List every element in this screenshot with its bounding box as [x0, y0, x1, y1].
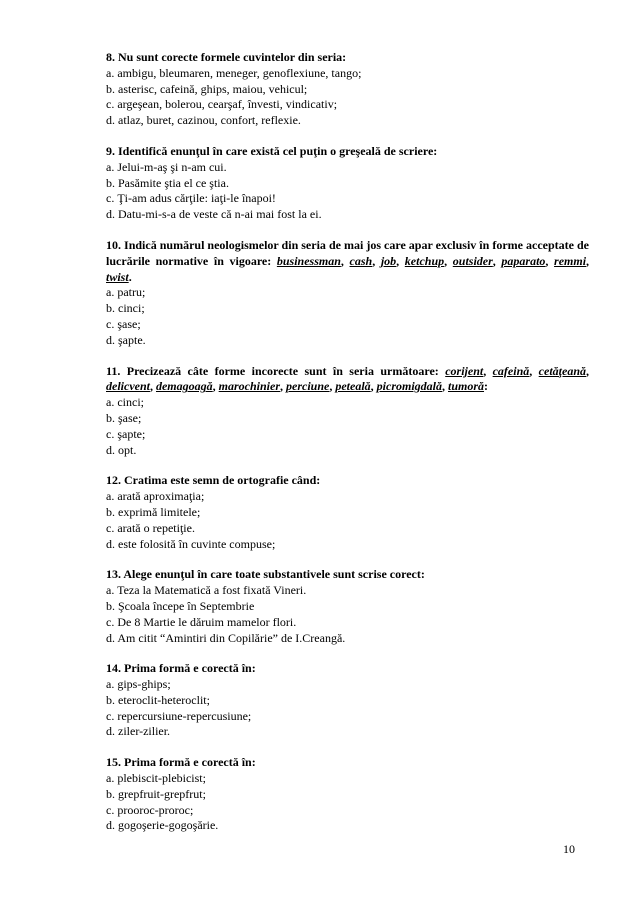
- question-10: [106, 238, 589, 349]
- page-number: 10: [563, 842, 575, 856]
- word: cafeină: [492, 363, 530, 378]
- word: ketchup: [404, 253, 445, 268]
- option-b: b. exprimă limitele;: [106, 504, 201, 519]
- option-b: b. grepfruit-grepfrut;: [106, 786, 206, 801]
- option-a: a. arată aproximaţia;: [106, 489, 205, 504]
- word: demagoagă: [155, 379, 213, 394]
- option-c: c. şase;: [106, 316, 141, 331]
- word: perciune: [286, 379, 330, 394]
- question-title-prefix: 11. Precizează câte forme incorecte sunt în seria următoare:: [106, 363, 446, 378]
- word: twist: [106, 269, 129, 284]
- word: tumoră: [448, 379, 485, 394]
- question-8: [106, 50, 589, 129]
- question-title-prefix: 10. Indică numărul neologismelor din seria de mai jos care apar exclusiv în forme acceptate de lucrările normative în vigoare:: [106, 237, 589, 268]
- option-b: b. şase;: [106, 410, 142, 425]
- word: delicvent: [106, 379, 150, 394]
- word: remmi: [554, 253, 587, 268]
- question-title: 8. Nu sunt corecte formele cuvintelor din seria:: [106, 50, 347, 64]
- question-title: 15. Prima formă e corectă în:: [106, 755, 256, 770]
- word: picromigdală: [376, 379, 443, 394]
- option-d: d. gogoşerie-gogoşărie.: [106, 818, 219, 833]
- question-15: [106, 755, 589, 834]
- question-13: [106, 567, 589, 646]
- option-c: c. repercursiune-repercusiune;: [106, 708, 252, 723]
- option-c: c. Ţi-am adus cărţile: iaţi-le înapoi!: [106, 191, 276, 206]
- option-a: a. Teza la Matematică a fost fixată Vineri.: [106, 583, 307, 598]
- option-d: d. şapte.: [106, 332, 146, 347]
- option-b: b. Pasămite ştia el ce ştia.: [106, 175, 229, 190]
- option-d: d. Am citit “Amintiri din Copilărie” de I.Creangă.: [106, 630, 346, 645]
- option-c: c. arată o repetiţie.: [106, 520, 195, 535]
- word: marochinier: [218, 379, 280, 394]
- option-a: a. Jelui-m-aş şi n-am cui.: [106, 159, 227, 174]
- option-b: b. eteroclit-heteroclit;: [106, 692, 210, 707]
- option-d: d. Datu-mi-s-a de veste că n-ai mai fost la ei.: [106, 207, 322, 222]
- option-a: a. plebiscit-plebicist;: [106, 771, 206, 786]
- word: cetăţeană: [538, 363, 586, 378]
- word: corijent: [445, 363, 484, 378]
- question-14: [106, 661, 589, 740]
- option-b: b. asterisc, cafeină, ghips, maiou, vehicul;: [106, 81, 308, 96]
- option-a: a. ambigu, bleumaren, meneger, genoflexiune, tango;: [106, 65, 362, 80]
- question-title: 13. Alege enunţul în care toate substantivele sunt scrise corect:: [106, 567, 425, 582]
- word: businessman: [276, 253, 341, 268]
- word: outsider: [452, 253, 493, 268]
- option-d: d. opt.: [106, 442, 137, 457]
- word: cash: [349, 253, 373, 268]
- option-d: d. atlaz, buret, cazinou, confort, reflexie.: [106, 113, 301, 128]
- question-9: [106, 144, 589, 223]
- word: job: [380, 253, 397, 268]
- question-title: 11. Precizează câte forme incorecte sunt în seria următoare: corijent, cafeină, cetăţeană, delicvent, demagoagă, marochinier, perciune, peteală, picromigdală, tumoră:: [106, 363, 589, 394]
- option-d: d. este folosită în cuvinte compuse;: [106, 536, 276, 551]
- option-b: b. Şcoala începe în Septembrie: [106, 598, 255, 613]
- document-page: [106, 50, 589, 849]
- question-11: [106, 364, 589, 459]
- word: paparato: [501, 253, 546, 268]
- option-d: d. ziler-zilier.: [106, 724, 171, 739]
- option-b: b. cinci;: [106, 301, 145, 316]
- question-title: 14. Prima formă e corectă în:: [106, 661, 256, 676]
- option-a: a. gips-ghips;: [106, 677, 171, 692]
- option-c: c. De 8 Martie le dăruim mamelor flori.: [106, 614, 297, 629]
- question-title: 9. Identifică enunţul în care există cel puţin o greşeală de scriere:: [106, 143, 438, 158]
- option-c: c. argeşean, bolerou, cearşaf, învesti, vindicativ;: [106, 97, 338, 112]
- question-12: [106, 473, 589, 552]
- option-a: a. cinci;: [106, 395, 144, 410]
- option-c: c. prooroc-proroc;: [106, 802, 194, 817]
- question-title: 10. Indică numărul neologismelor din seria de mai jos care apar exclusiv în forme acceptate de lucrările normative în vigoare: businessman, cash, job, ketchup, outsider, paparato, remmi, twist.: [106, 237, 590, 284]
- word: peteală: [335, 379, 371, 394]
- question-title: 12. Cratima este semn de ortografie când:: [106, 473, 321, 488]
- option-c: c. şapte;: [106, 426, 146, 441]
- option-a: a. patru;: [106, 285, 146, 300]
